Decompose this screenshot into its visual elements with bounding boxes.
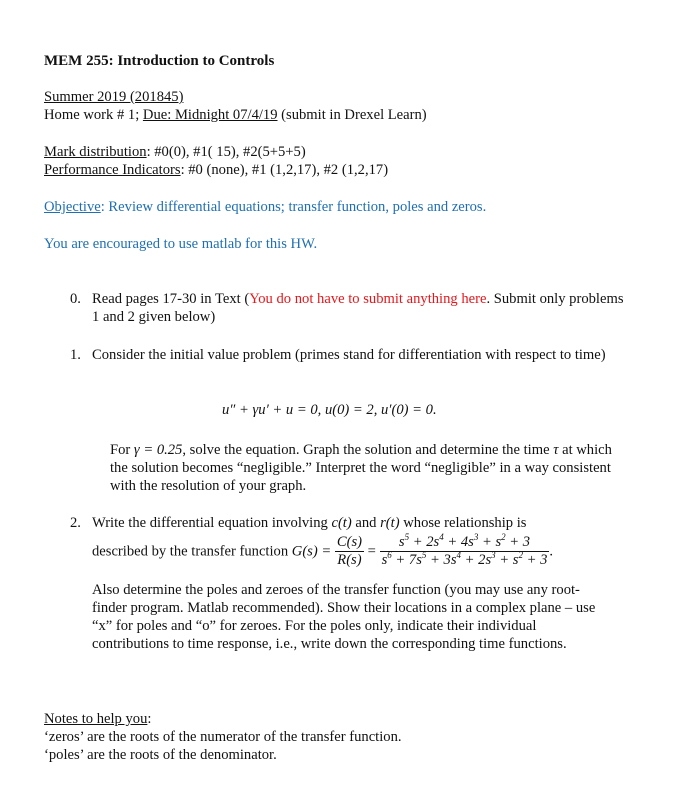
notes-colon: : [147,711,152,727]
homework-label: Home work # 1; [44,107,140,123]
problem-2-intro [92,514,630,532]
ratio-denominator: R(s) [337,552,362,568]
r-of-t: r(t) [380,515,400,531]
c-over-r-fraction [335,534,364,569]
objective-text: : Review differential equations; transfer function, poles and zeros. [100,199,487,215]
performance-label: Performance Indicators [44,162,181,178]
mark-distribution-value: : #0(0), #1( 15), #2(5+5+5) [146,144,306,160]
problem-0-text-b: . Submit only problems 1 and 2 given below) [92,291,624,325]
problem-1-task [110,441,630,495]
problem-1 [70,346,630,364]
notes-heading-text: Notes to help you [44,711,148,727]
problem-2 [70,514,630,532]
c-of-t: c(t) [331,515,352,531]
performance-indicators [44,161,388,179]
period: . [549,543,554,560]
polynomial-fraction [380,534,550,569]
equals-sign: = [367,543,376,560]
performance-value: : #0 (none), #1 (1,2,17), #2 (1,2,17) [180,162,389,178]
mark-distribution-label: Mark distribution [44,144,147,160]
gamma-value: γ = 0.25 [133,442,183,458]
problem-text [92,290,630,326]
ivp-equation: u″ + γu′ + u = 0, u(0) = 2, u′(0) = 0. [222,402,437,418]
problem-number: 1. [70,347,81,363]
problem-number: 2. [70,515,81,531]
term-line [44,88,183,106]
problem-0 [70,290,630,326]
and-word: and [351,515,381,531]
problem-1-text-b: , solve the equation. Graph the solution and determine the time [182,442,554,458]
due-date: Due: Midnight 07/4/19 [142,107,278,123]
denominator-polynomial: $s^6 + 7s^5 + 3s^4 + 2s^3 + s^2 + 3$ [381,550,548,568]
document-title: MEM 255: Introduction to Controls [44,53,275,69]
problem-2-text-a: Write the differential equation involving [92,515,332,531]
submit-note: (submit in Drexel Learn) [281,107,427,123]
note-zeros: ‘zeros’ are the roots of the numerator of the transfer function. [44,729,402,745]
objective-label: Objective [44,199,101,215]
problem-0-text-a: Read pages 17-30 in Text ( [92,291,250,307]
numerator-polynomial: $s^5 + 2s^4 + 4s^3 + s^2 + 3$ [380,534,550,552]
matlab-note: You are encouraged to use matlab for this HW. [44,236,318,252]
g-of-s: G(s) = [291,543,332,560]
problem-1-text-c: at which the solution becomes “negligible.” Interpret the word “negligible” in a way consistent with the resolution of your graph. [110,442,612,494]
problem-2-task: Also determine the poles and zeroes of the transfer function (you may use any root-finder program. Matlab recommended). Show their locations in a complex plane – use “x” for poles and “o” for zeroes. For the poles only, indicate their individual contributions to time response, i.e., write down the corresponding time functions. [92,582,596,652]
homework-line [44,106,427,124]
term: Summer 2019 (201845) [44,89,184,105]
tau-symbol: τ [553,442,559,458]
described-text: described by the transfer function [92,543,292,560]
problem-2-text-b: whose relationship is [399,515,527,531]
mark-distribution [44,143,306,161]
notes-heading [44,710,151,728]
note-poles: ‘poles’ are the roots of the denominator. [44,747,277,763]
problem-1-intro: Consider the initial value problem (primes stand for differentiation with respect to time) [92,347,606,363]
ratio-numerator: C(s) [336,534,363,550]
transfer-function-line [92,534,553,569]
no-submit-note: You do not have to submit anything here [249,291,487,307]
objective [44,198,486,216]
problem-number: 0. [70,291,81,307]
problem-1-text-a: For [110,442,134,458]
